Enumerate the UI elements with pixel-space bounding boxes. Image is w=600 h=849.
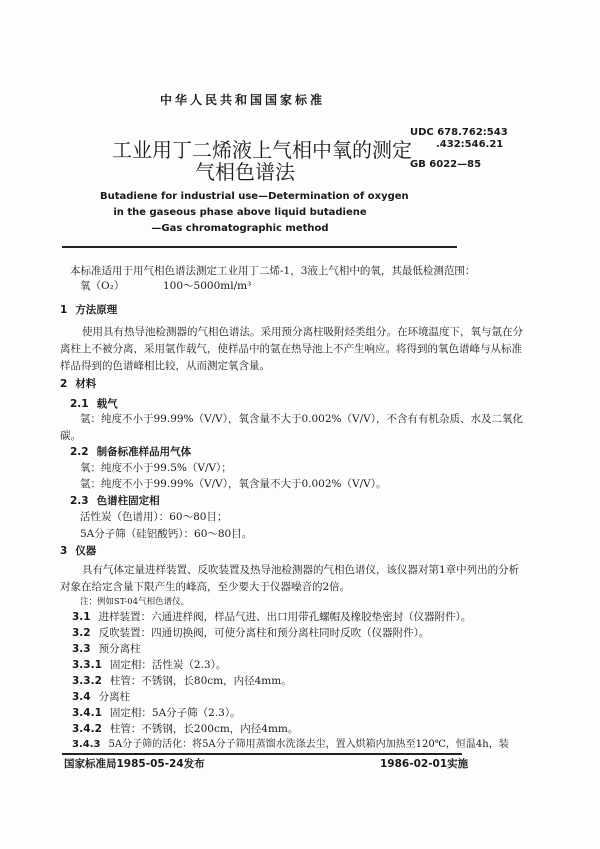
section-2-2-text: 氧：纯度不小于99.5%（V/V）；	[80, 462, 232, 474]
item-3-4-3: 3.4.3 5A分子筛的活化：将5A分子筛用蒸馏水洗涤去尘，置入烘箱内加热至120℃，恒温4h，装	[72, 739, 509, 750]
issuing-org: 中华人民共和国国家标准	[160, 93, 326, 107]
section-2-1-text: 氩：纯度不小于99.99%（V/V），氧含量不大于0.002%（V/V），不含有有机杂质、水及二氧化	[80, 413, 523, 425]
item-3-3-1: 3.3.1 固定相：活性炭（2.3）。	[72, 659, 227, 671]
intro-range: 100～5000ml/m³	[163, 280, 252, 292]
footer-rule	[62, 753, 462, 755]
title-cn-line1: 工业用丁二烯液上气相中氧的测定	[112, 138, 412, 162]
item-3-4: 3.4 分离柱	[72, 691, 131, 703]
title-en-line2: in the gaseous phase above liquid butadiene	[113, 207, 367, 218]
gb-number: GB 6022—85	[410, 159, 482, 170]
issue-date: 国家标准局1985-05-24发布	[64, 758, 205, 770]
section-1-heading: 1 方法原理	[60, 304, 118, 316]
section-2-1-text: 碳。	[60, 430, 81, 442]
udc-code-2: .432:546.21	[436, 139, 504, 150]
header-rule	[62, 246, 457, 248]
section-2-3-heading: 2.3 色谱柱固定相	[70, 495, 160, 507]
section-3-text: 具有气体定量进样装置、反吹装置及热导池检测器的气相色谱仪，该仪器对第1章中列出的分析	[82, 564, 520, 576]
section-2-heading: 2 材料	[60, 378, 97, 390]
intro-oxygen-label: 氧（O₂）	[80, 280, 125, 292]
section-2-1-heading: 2.1 载气	[70, 398, 118, 410]
section-2-2-heading: 2.2 制备标准样品用气体	[70, 446, 192, 458]
item-3-2: 3.2 反吹装置：四通切换阀，可使分离柱和预分离柱同时反吹（仪器附件）。	[72, 627, 430, 639]
section-2-2-text: 氩：纯度不小于99.99%（V/V），氧含量不大于0.002%（V/V）。	[80, 478, 387, 490]
section-2-3-text: 5A分子筛（硅铝酸钙）：60～80目。	[80, 528, 253, 540]
item-3-3: 3.3 预分离柱	[72, 643, 141, 655]
section-2-3-text: 活性炭（色谱用）：60～80目；	[80, 511, 228, 523]
udc-code-1: UDC 678.762:543	[410, 127, 508, 138]
item-3-4-1: 3.4.1 固定相：5A分子筛（2.3）。	[72, 707, 241, 719]
title-en-line3: —Gas chromatographic method	[151, 223, 329, 234]
section-3-text: 对象在给定含量下限产生的峰高，至少要大于仪器噪音的2倍。	[60, 581, 351, 593]
title-en-line1: Butadiene for industrial use—Determination of oxygen	[100, 191, 409, 202]
section-1-text: 样品得到的色谱峰相比较，从而测定氧含量。	[60, 360, 270, 372]
title-cn-line2: 气相色谱法	[195, 160, 295, 184]
item-3-4-2: 3.4.2 柱管：不锈钢，长200cm，内径4mm。	[72, 723, 299, 735]
intro-text: 本标准适用于用气相色谱法测定工业用丁二烯-1，3液上气相中的氧，其最低检测范围：	[70, 265, 476, 277]
item-3-3-2: 3.3.2 柱管：不锈钢，长80cm，内径4mm。	[72, 675, 292, 687]
effective-date: 1986-02-01实施	[380, 758, 469, 770]
item-3-1: 3.1 进样装置：六通进样阀，样品气进、出口用带孔螺帽及橡胶垫密封（仪器附件）。	[72, 611, 472, 623]
section-3-heading: 3 仪器	[60, 545, 97, 557]
section-1-text: 使用具有热导池检测器的气相色谱法。采用预分离柱吸附烃类组分。在环境温度下，氧与氩在分	[82, 326, 523, 338]
section-1-text: 离柱上不被分离，采用氩作载气，使样品中的氩在热导池上不产生响应。将得到的氧色谱峰与从标准	[60, 343, 522, 355]
section-3-note: 注：例如ST-04气相色谱仪。	[80, 597, 190, 607]
